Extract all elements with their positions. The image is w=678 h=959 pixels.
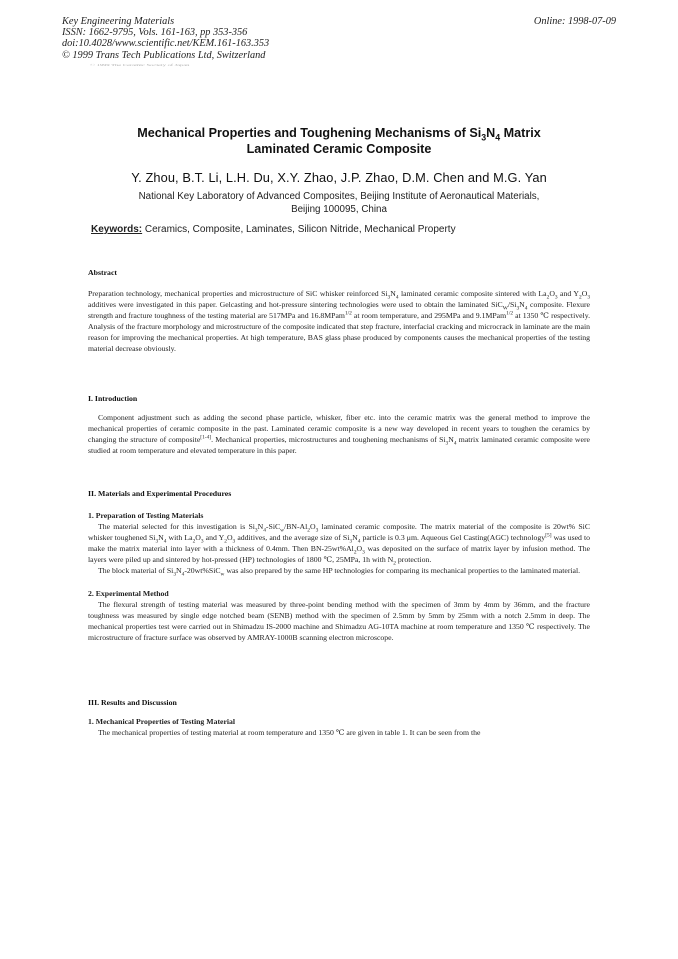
method-paragraph: The flexural strength of testing material was measured by three-point bending method with the specimen of 3mm by 4mm by 36mm, and the fracture toughness was measured by single edge notched beam (SENB) method with the specimen of 2.5mm by 5mm by 25mm with a notch 2.5mm in deep. The mechanical properties test were carried out in Shimadzu IS-2000 machine and Shimadzu AG-10TA machine at room temperature and 1350 ℃ respectively. The microstructure of fracture surface was observed by AMRAY-1000B scanning electron microscope.: [88, 599, 590, 642]
results-paragraph: The mechanical properties of testing material at room temperature and 1350 ℃ are given in table 1. It can be seen from the: [98, 728, 481, 738]
keywords-text: Ceramics, Composite, Laminates, Silicon Nitride, Mechanical Property: [142, 224, 456, 235]
preparation-paragraph-2: The block material of $Si_3N_4-20wt\%SiC_w$ was also prepared by the same HP technologies for comparing its mechanical properties to the laminated material.: [98, 566, 581, 579]
keywords-label: Keywords:: [91, 224, 143, 235]
mech-properties-subheading: 1. Mechanical Properties of Testing Material: [88, 717, 236, 726]
author-list: Y. Zhou, B.T. Li, L.H. Du, X.Y. Zhao, J.P. Zhao, D.M. Chen and M.G. Yan: [131, 170, 547, 185]
results-heading: III. Results and Discussion: [88, 698, 177, 707]
materials-heading: II. Materials and Experimental Procedures: [88, 489, 232, 498]
abstract-body: Preparation technology, mechanical properties and microstructure of SiC whisker reinforced $Si_3N_4$ laminated ceramic composite sintered with $La_2O_3$ and $Y_2O_3$ additives were investigated in this paper. Gelcasting and hot-pressure sintering technologies were used to obtain the laminated $SiC_W/Si_3N_4$ composite. Flexure strength and fracture toughness of the testing material are 517MPa and 16.8MPam$^{1/2}$ at room temperature, and 295MPa and 9.1MPam$^{1/2}$ at 1350 ℃ respectively. Analysis of the fracture morphology and microstructure of the composite indicated that step fracture, interfacial cracking and microcrack in laminate are the main reason for improving the mechanical properties. At high temperature, BAS glass phase produced by components causes the mechanical properties of the testing material decrease obviously.: [88, 289, 591, 354]
materials-body: [88, 510, 590, 643]
online-date: Online: 1998-07-09: [533, 16, 616, 27]
issn-line: ISSN: 1662-9795, Vols. 161-163, pp 353-356: [62, 27, 248, 39]
keywords: [91, 224, 456, 235]
affiliation: National Key Laboratory of Advanced Composites, Beijing Institute of Aeronautical Materials, Beijing 100095, China: [138, 191, 540, 216]
method-subheading: 2. Experimental Method: [88, 588, 169, 598]
journal-name: Key Engineering Materials: [62, 16, 175, 27]
introduction-body: Component adjustment such as adding the second phase particle, whisker, fiber etc. into the ceramic matrix was the general method to improve the mechanical properties of ceramic composite in the past. Laminated ceramic composite is a new way developed in recent years to toughen the ceramics by changing the structure of composite[1-4]. Mechanical properties, microstructures and toughening mechanisms of $Si_3N_4$ matrix laminated ceramic composite were studied at room temperature and elevated temperature in this paper.: [88, 413, 590, 456]
introduction-heading: I. Introduction: [88, 394, 138, 403]
abstract-heading: Abstract: [88, 268, 118, 277]
faded-copyright-smudge: © 1999 The Ceramic Society of Japan: [90, 63, 190, 67]
results-body: [88, 716, 590, 738]
preparation-subheading: 1. Preparation of Testing Materials: [88, 511, 204, 520]
title-line-2: Laminated Ceramic Composite: [246, 141, 432, 156]
doi-line: doi:10.4028/www.scientific.net/KEM.161-163.353: [62, 38, 270, 50]
copyright-line: © 1999 Trans Tech Publications Ltd, Switzerland: [62, 49, 266, 61]
paper-title: Mechanical Properties and Toughening Mechanisms of $Si_3N_4$ Matrix Laminated Ceramic Composite: [137, 126, 541, 156]
journal-header: [62, 16, 392, 61]
preparation-paragraph-1: The material selected for this investigation is $Si_3N_4-SiC_w/BN-Al_2O_3$ laminated ceramic composite. The matrix material of the composite is 20wt% SiC whisker toughened $Si_3N_4$ with $La_2O_3$ and $Y_2O_3$ additives, and the average size of $Si_3N_4$ particle is 0.3 μm. Aqueous Gel Casting(AGC) technology[5] was used to make the matrix material into layer with a thickness of 0.4mm. Then $BN-25wt\%Al_2O_3$ was deposited on the surface of matrix layer by infusion method. The layers were piled up and sintered by hot-pressed (HP) technologies of 1800 ℃, 25MPa, 1h with $N_2$ protection.: [88, 522, 591, 567]
